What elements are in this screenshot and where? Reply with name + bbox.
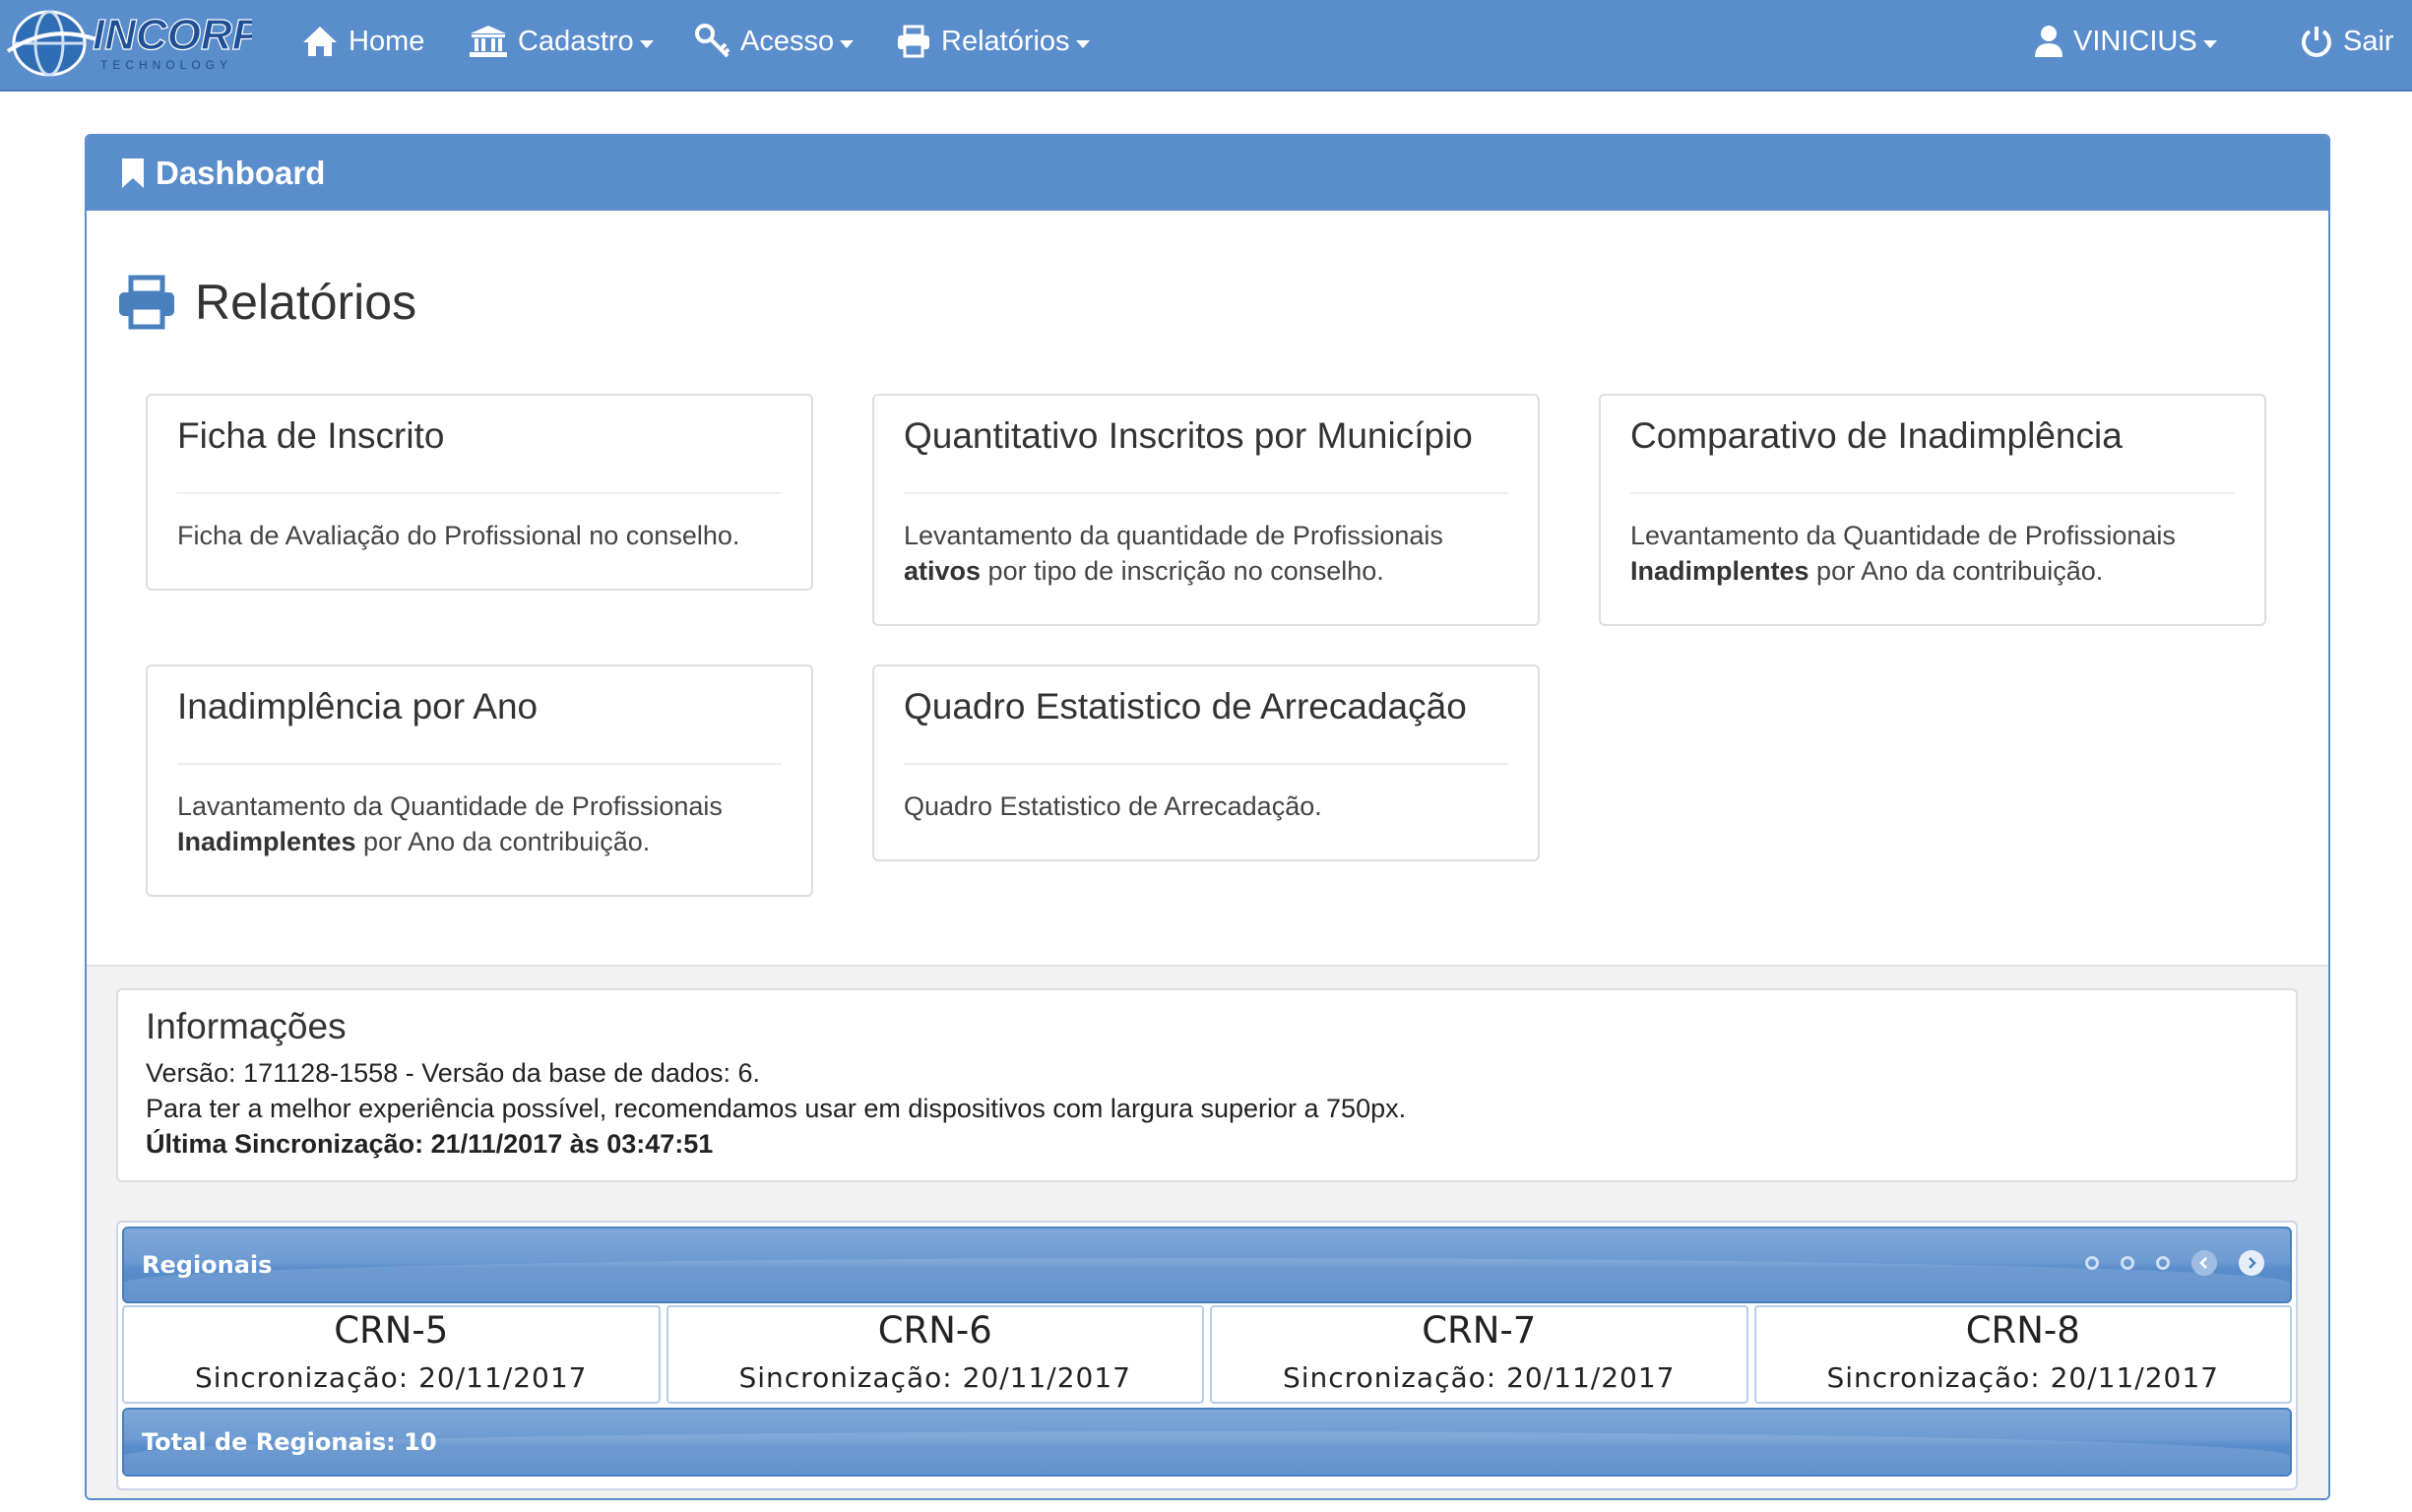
card-desc-bold: Inadimplentes [1630,556,1809,586]
nav-home[interactable] [301,0,424,83]
regional-name: CRN-5 [334,1309,449,1352]
card-description: Quadro Estatistico de Arrecadação. [904,791,1322,821]
chevron-left-icon [2198,1257,2210,1269]
card-description [1630,518,2235,589]
card-desc-text: Levantamento da Quantidade de Profissionais [1630,521,2176,550]
recommendation-text: Para ter a melhor experiência possível, recomendamos usar em dispositivos com largura superior a 750px. [146,1094,1407,1123]
regional-name: CRN-8 [1965,1309,2080,1352]
nav-relatorios-label: Relatórios [941,25,1070,57]
nav-home-label: Home [349,25,425,57]
chevron-down-icon [840,40,854,48]
regionais-total: Total de Regionais: 10 [142,1428,437,1456]
dashboard-panel [85,134,2330,1500]
nav-user-label: VINICIUS [2073,25,2197,57]
carousel-page-dot[interactable] [2156,1256,2170,1270]
card-desc-bold: ativos [904,556,982,586]
regional-item[interactable] [122,1305,661,1404]
top-navbar [0,0,2412,92]
regionais-header-label: Regionais [142,1251,273,1279]
regional-item[interactable] [666,1305,1205,1404]
footer-wave-decoration [124,1431,2290,1475]
regional-sync: Sincronização: 20/11/2017 [194,1361,588,1394]
panel-heading [87,136,2328,211]
regionais-header [122,1227,2292,1303]
svg-text:TECHNOLOGY: TECHNOLOGY [100,58,233,72]
info-box [116,988,2298,1182]
info-title: Informações [146,1006,347,1046]
power-icon [2300,25,2333,58]
report-card-ficha-inscrito[interactable] [146,394,813,591]
carousel-page-dot[interactable] [2121,1256,2134,1270]
reports-section-title [116,274,416,331]
nav-user-menu[interactable] [2034,0,2217,83]
report-card-inadimplencia-ano[interactable] [146,664,813,897]
carousel-page-dot[interactable] [2085,1256,2099,1270]
svg-text:INCORP: INCORP [93,11,252,59]
regional-item[interactable] [1754,1305,2293,1404]
nav-relatorios[interactable] [896,0,1090,83]
card-title[interactable]: Quadro Estatistico de Arrecadação [904,686,1508,765]
card-title[interactable]: Inadimplência por Ano [177,686,782,765]
nav-sair-label: Sair [2343,25,2394,57]
card-description [904,518,1508,589]
card-title[interactable]: Comparativo de Inadimplência [1630,415,2235,494]
card-title[interactable]: Quantitativo Inscritos por Município [904,415,1508,494]
key-icon [695,24,730,59]
nav-cadastro[interactable] [469,0,654,83]
reports-title: Relatórios [195,275,417,330]
regionais-footer [122,1408,2292,1477]
report-card-quantitativo-municipio[interactable] [872,394,1540,626]
carousel-next-button[interactable] [2239,1250,2264,1276]
chevron-down-icon [640,40,654,48]
regional-sync: Sincronização: 20/11/2017 [1826,1361,2219,1394]
card-description [177,788,782,859]
version-text: Versão: 171128-1558 - Versão da base de dados: 6. [146,1058,760,1088]
carousel-prev-button[interactable] [2191,1250,2217,1276]
info-area [87,965,2328,1498]
card-desc-text: por Ano da contribuição. [1809,556,2104,586]
print-icon [116,275,177,330]
regionais-widget [116,1221,2298,1490]
regional-name: CRN-7 [1422,1309,1537,1352]
nav-cadastro-label: Cadastro [518,25,634,57]
home-icon [301,25,339,58]
incorp-logo-icon [6,4,252,83]
card-desc-text: Levantamento da quantidade de Profissionais [904,521,1443,550]
chevron-down-icon [1076,40,1090,48]
print-icon [896,25,931,58]
card-desc-bold: Inadimplentes [177,827,356,856]
regional-sync: Sincronização: 20/11/2017 [738,1361,1131,1394]
report-card-quadro-estatistico[interactable] [872,664,1540,861]
bookmark-icon [120,157,146,190]
chevron-right-icon [2246,1257,2257,1269]
card-desc-text: por tipo de inscrição no conselho. [981,556,1384,586]
user-icon [2034,25,2063,58]
institution-icon [469,25,508,58]
card-desc-text: Lavantamento da Quantidade de Profissionais [177,791,723,821]
regional-item[interactable] [1210,1305,1748,1404]
header-wave-decoration [124,1258,2290,1301]
card-description: Ficha de Avaliação do Profissional no conselho. [177,521,740,550]
panel-title: Dashboard [156,155,326,191]
nav-acesso-label: Acesso [740,25,835,57]
carousel-controls [2085,1250,2264,1276]
card-title[interactable]: Ficha de Inscrito [177,415,782,494]
nav-sair[interactable] [2300,0,2394,83]
nav-acesso[interactable] [695,0,854,83]
regional-name: CRN-6 [877,1309,992,1352]
regional-sync: Sincronização: 20/11/2017 [1282,1361,1676,1394]
last-sync-text: Última Sincronização: 21/11/2017 às 03:47:51 [146,1129,714,1159]
regionais-list [122,1305,2292,1404]
chevron-down-icon [2203,40,2217,48]
brand-logo[interactable] [6,4,252,83]
report-card-comparativo-inadimplencia[interactable] [1599,394,2266,626]
card-desc-text: por Ano da contribuição. [355,827,651,856]
